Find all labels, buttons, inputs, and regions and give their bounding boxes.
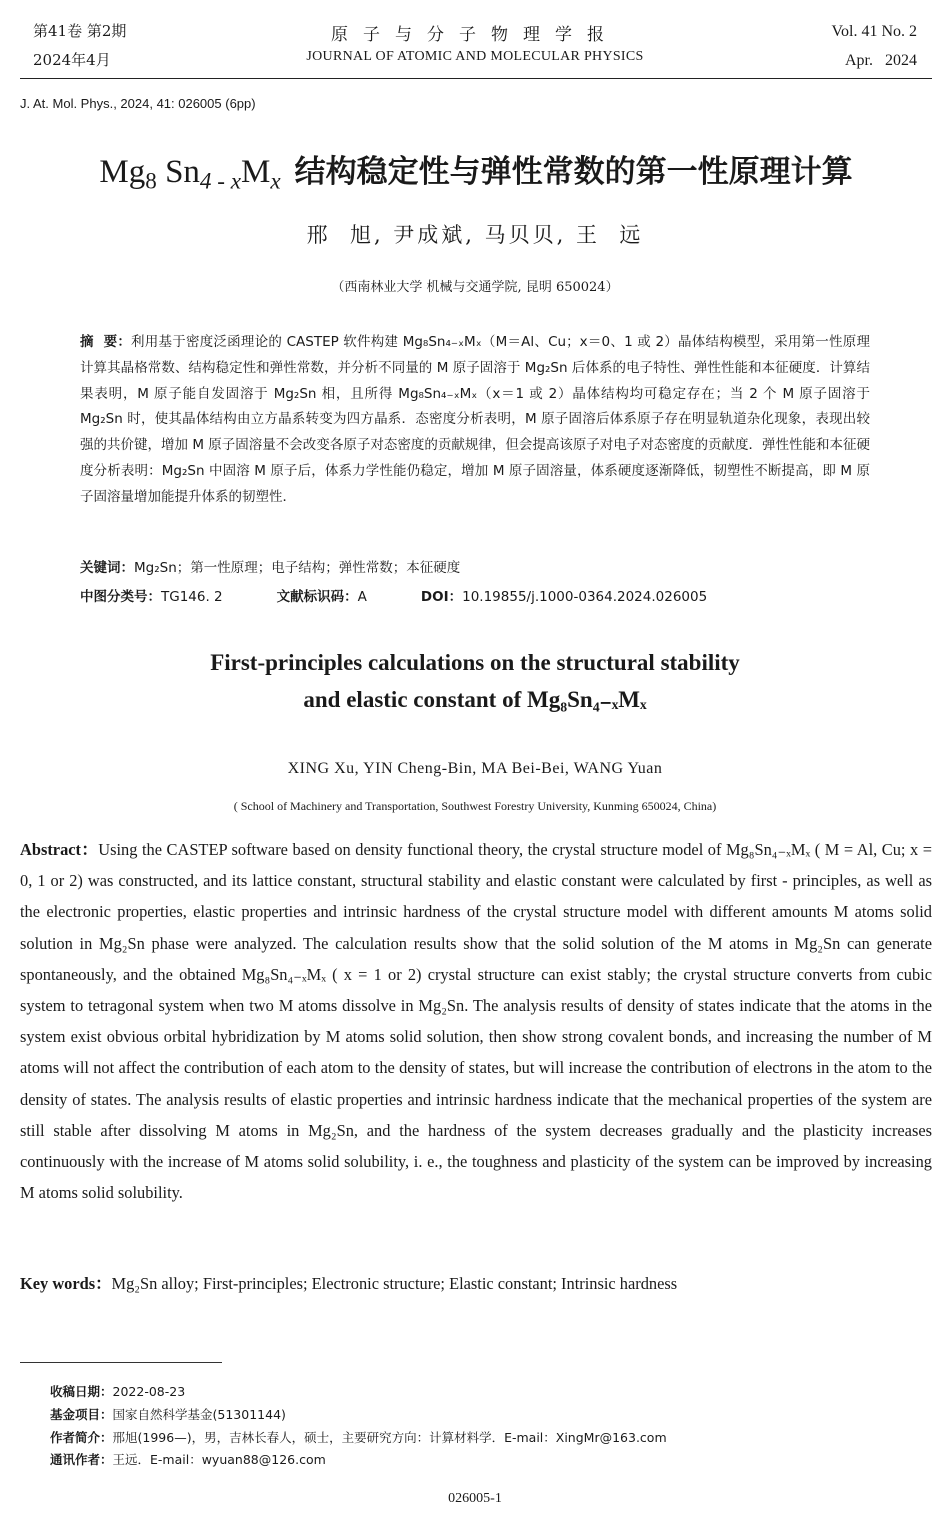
keywords-text-en: Mg₂Sn alloy; First-principles; Electronic structure; Elastic constant; Intrinsic hardness	[111, 1274, 678, 1293]
affiliation-cn: （西南林业大学 机械与交通学院, 昆明 650024）	[331, 280, 619, 295]
title-en-line-2: and elastic constant of Mg₈Sn₄₋ₓMₓ	[303, 687, 647, 712]
clc-value: TG146. 2	[161, 589, 223, 605]
footnote-fund: 基金项目：国家自然科学基金(51301144)	[50, 1407, 286, 1422]
doc-code-label: 文献标识码：	[276, 589, 358, 605]
doi-label: DOI：	[420, 589, 463, 605]
title-formula: $Mg_8$ $Sn_{4 - x}M_x$	[99, 154, 281, 194]
abstract-label-en: Abstract：	[20, 840, 99, 859]
journal-name-en: JOURNAL OF ATOMIC AND MOLECULAR PHYSICS	[306, 49, 644, 64]
keywords-en	[20, 1270, 932, 1294]
page-title-en	[0, 644, 950, 718]
volume-issue-cn: 第41卷 第2期	[33, 22, 127, 40]
doc-code-value: A	[357, 589, 367, 605]
date-en: Apr. 2024	[845, 52, 917, 69]
volume-issue-en: Vol. 41 No. 2	[831, 23, 917, 40]
footnote-received: 收稿日期：2022-08-23	[50, 1384, 186, 1399]
abstract-en	[20, 834, 932, 1208]
title-text-cn: 结构稳定性与弹性常数的第一性原理计算	[294, 154, 853, 190]
date-cn: 2024年4月	[33, 51, 111, 69]
abstract-text-cn: 利用基于密度泛函理论的 CASTEP 软件构建 Mg₈Sn₄₋ₓMₓ（M＝Al、Cu；x＝0、1 或 2）晶体结构模型，采用第一性原理计算其晶格常数、结构稳定性和弹性常数，并分析不同量的 M 原子固溶于 Mg₂Sn 后体系的电子特性、弹性性能和本征硬度．计算结果表明，M 原子能自发固溶于 Mg₂Sn 相，且所得 Mg₈Sn₄₋ₓMₓ（x＝1 或 2）晶体结构均可稳定存在；当 2 个 M 原子固溶于 Mg₂Sn 时，使其晶体结构由立方晶系转变为四方晶系．态密度分析表明，M 原子固溶后体系原子存在明显轨道杂化现象，表现出较强的共价键，增加 M 原子固溶量不会改变各原子对态密度的贡献规律，但会提高该原子对电子对态密度的贡献度．弹性性能和本征硬度分析表明：Mg₂Sn 中固溶 M 原子后，体系力学性能仍稳定，增加 M 原子固溶量，体系硬度逐渐降低，韧塑性不断提高，即 M 原子固溶量增加能提升体系的韧塑性．	[80, 334, 870, 505]
doi-value[interactable]: 10.19855/j.1000-0364.2024.026005	[462, 589, 708, 605]
page-number: 026005-1	[448, 1491, 502, 1506]
classification-row	[80, 585, 880, 605]
keywords-text-cn: Mg₂Sn；第一性原理；电子结构；弹性常数；本征硬度	[134, 560, 461, 576]
footnote-divider	[20, 1362, 222, 1363]
title-en-line-1: First-principles calculations on the structural stability	[210, 650, 740, 675]
footnote-corresponding: 通讯作者：王远．E-mail：wyuan88@126.com	[50, 1452, 326, 1467]
affiliation-en: ( School of Machinery and Transportation, Southwest Forestry University, Kunming 650024, China)	[233, 799, 717, 813]
citation: J. At. Mol. Phys., 2024, 41: 026005 (6pp)	[20, 96, 256, 111]
header-divider	[20, 78, 932, 79]
keywords-label-cn: 关键词：	[80, 560, 134, 576]
abstract-text-en: Using the CASTEP software based on density functional theory, the crystal structure model of Mg₈Sn₄₋ₓMₓ ( M = Al, Cu; x = 0, 1 or 2) was constructed, and its lattice constant, structural stability and elastic constant were calculated by first - principles, as well as the electronic properties, elastic properties and intrinsic hardness of the crystal structure model with different amounts M atoms solid solution in Mg₂Sn phase were analyzed. The calculation results show that the solid solution of the M atoms in Mg₂Sn can generate spontaneously, and the obtained Mg₈Sn₄₋ₓMₓ ( x = 1 or 2) crystal structure can exist stably; the crystal structure converts from cubic system to tetragonal system when two M atoms dissolve in Mg₂Sn. The analysis results of density of states indicate that the atoms in the system exist obvious orbital hybridization by M atoms solid solution, then show strong covalent bonds, and increasing the number of M atoms will not affect the contribution of each atom to the density of states, but will increase the contribution of electrons in the atom to the density of states. The analysis results of elastic properties and intrinsic hardness indicate that the mechanical properties of the system are still stable after dissolving M atoms in Mg₂Sn, and the hardness of the system decreases gradually and the plasticity increases continuously with the increase of M atoms solid solubility, i. e., the toughness and plasticity of the system can be improved by increasing M atoms solid solubility.	[20, 840, 932, 1203]
journal-name-cn: 原子与分子物理学报	[331, 25, 619, 45]
abstract-label-cn: 摘 要：	[80, 334, 132, 350]
clc-label: 中图分类号：	[80, 589, 161, 605]
abstract-cn	[80, 330, 870, 511]
page-title-cn	[20, 146, 932, 194]
keywords-cn	[80, 556, 880, 576]
authors-en: XING Xu, YIN Cheng-Bin, MA Bei-Bei, WANG Yuan	[287, 760, 663, 777]
authors-cn: 邢 旭, 尹成斌, 马贝贝, 王 远	[306, 223, 644, 247]
keywords-label-en: Key words：	[20, 1274, 112, 1293]
footnote-author-bio: 作者简介：邢旭(1996—)，男，吉林长春人，硕士，主要研究方向：计算材料学．E-mail：XingMr@163.com	[50, 1430, 667, 1445]
